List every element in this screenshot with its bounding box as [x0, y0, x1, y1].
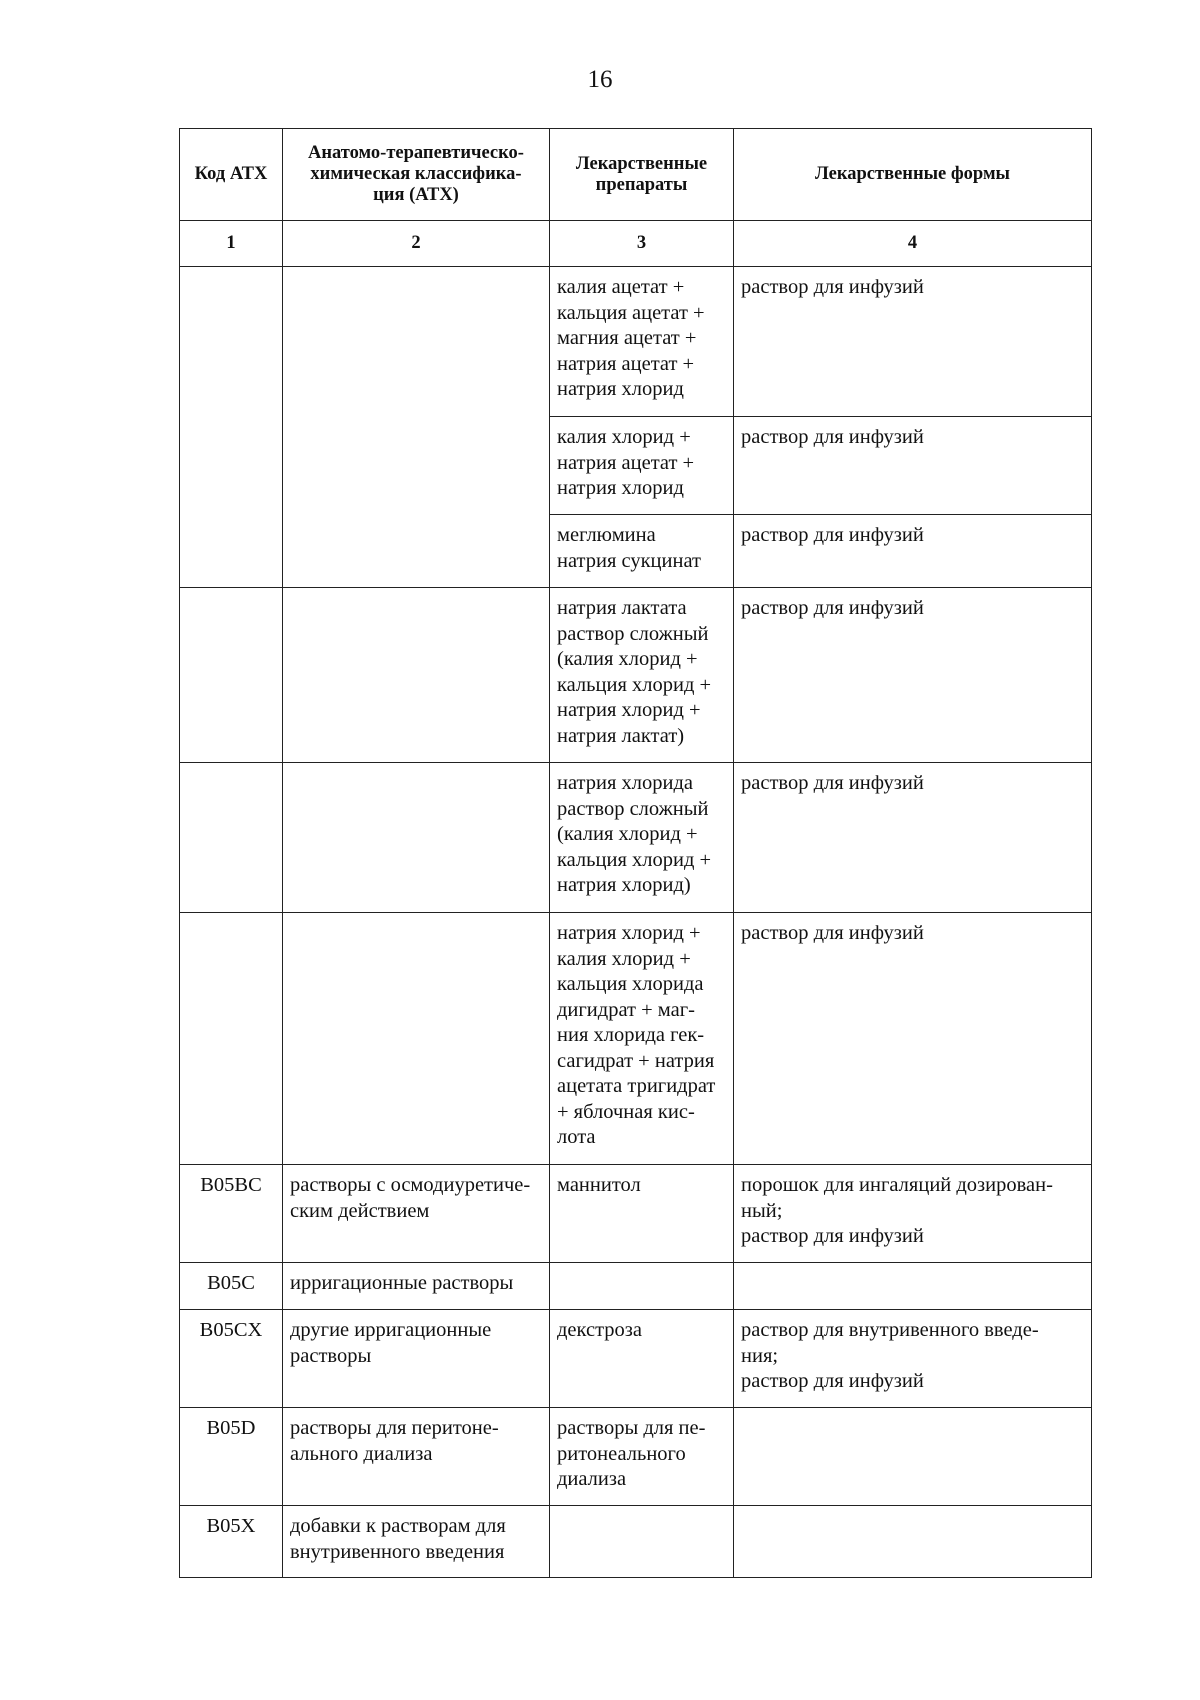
form-cell: раствор для инфузий: [734, 913, 1092, 1165]
drug-cell: [550, 1506, 734, 1578]
atx-class-cell: ирригационные растворы: [283, 1263, 550, 1310]
header-atx-classification: Анатомо-терапевтическо- химическая классифика- ция (АТХ): [283, 129, 550, 221]
form-cell: раствор для внутривенного введе- ния; раствор для инфузий: [734, 1310, 1092, 1408]
atx-class-cell: [283, 913, 550, 1165]
form-cell: порошок для ингаляций дозирован- ный; раствор для инфузий: [734, 1165, 1092, 1263]
column-number-row: [180, 221, 1092, 267]
drug-cell: калия ацетат + кальция ацетат + магния ацетат + натрия ацетат + натрия хлорид: [550, 267, 734, 417]
table-row: [180, 1310, 1092, 1408]
header-drugs: Лекарственные препараты: [550, 129, 734, 221]
atx-table: [179, 128, 1092, 1578]
atx-code-cell: B05C: [180, 1263, 283, 1310]
drug-cell: растворы для пе- ритонеального диализа: [550, 1408, 734, 1506]
header-code-atx: Код АТХ: [180, 129, 283, 221]
atx-class-cell: растворы для перитоне- ального диализа: [283, 1408, 550, 1506]
table-row: [180, 913, 1092, 1165]
atx-code-cell: [180, 763, 283, 913]
atx-code-cell: [180, 588, 283, 763]
drug-cell: калия хлорид + натрия ацетат + натрия хлорид: [550, 417, 734, 515]
atx-class-cell: [283, 588, 550, 763]
drug-cell: маннитол: [550, 1165, 734, 1263]
table-row: [180, 1506, 1092, 1578]
form-cell: раствор для инфузий: [734, 267, 1092, 417]
table-row: [180, 1165, 1092, 1263]
atx-code-cell: B05CX: [180, 1310, 283, 1408]
column-number: 3: [550, 221, 734, 267]
form-cell: раствор для инфузий: [734, 417, 1092, 515]
drug-cell: декстроза: [550, 1310, 734, 1408]
atx-class-cell: другие ирригационные растворы: [283, 1310, 550, 1408]
atx-code-cell: [180, 913, 283, 1165]
atx-code-cell: [180, 267, 283, 588]
table-header-row: [180, 129, 1092, 221]
atx-class-cell: [283, 763, 550, 913]
column-number: 1: [180, 221, 283, 267]
table-row: [180, 763, 1092, 913]
form-cell: раствор для инфузий: [734, 515, 1092, 588]
form-cell: раствор для инфузий: [734, 588, 1092, 763]
atx-code-cell: B05D: [180, 1408, 283, 1506]
atx-class-cell: растворы с осмодиуретиче- ским действием: [283, 1165, 550, 1263]
form-cell: [734, 1263, 1092, 1310]
column-number: 4: [734, 221, 1092, 267]
atx-code-cell: B05X: [180, 1506, 283, 1578]
atx-class-cell: [283, 267, 550, 588]
atx-code-cell: B05BC: [180, 1165, 283, 1263]
drug-cell: натрия лактата раствор сложный (калия хлорид + кальция хлорид + натрия хлорид + натрия лактат): [550, 588, 734, 763]
table-row: [180, 1408, 1092, 1506]
page-number: 16: [587, 66, 613, 93]
drug-cell: натрия хлорида раствор сложный (калия хлорид + кальция хлорид + натрия хлорид): [550, 763, 734, 913]
drug-cell: меглюмина натрия сукцинат: [550, 515, 734, 588]
form-cell: раствор для инфузий: [734, 763, 1092, 913]
column-number: 2: [283, 221, 550, 267]
table-row: [180, 267, 1092, 417]
table-row: [180, 1263, 1092, 1310]
drug-cell: натрия хлорид + калия хлорид + кальция хлорида дигидрат + маг- ния хлорида гек- сагидрат + натрия ацетата тригидрат + яблочная кис- лота: [550, 913, 734, 1165]
table-row: [180, 588, 1092, 763]
drug-cell: [550, 1263, 734, 1310]
form-cell: [734, 1408, 1092, 1506]
atx-class-cell: добавки к растворам для внутривенного введения: [283, 1506, 550, 1578]
form-cell: [734, 1506, 1092, 1578]
header-dosage-forms: Лекарственные формы: [734, 129, 1092, 221]
